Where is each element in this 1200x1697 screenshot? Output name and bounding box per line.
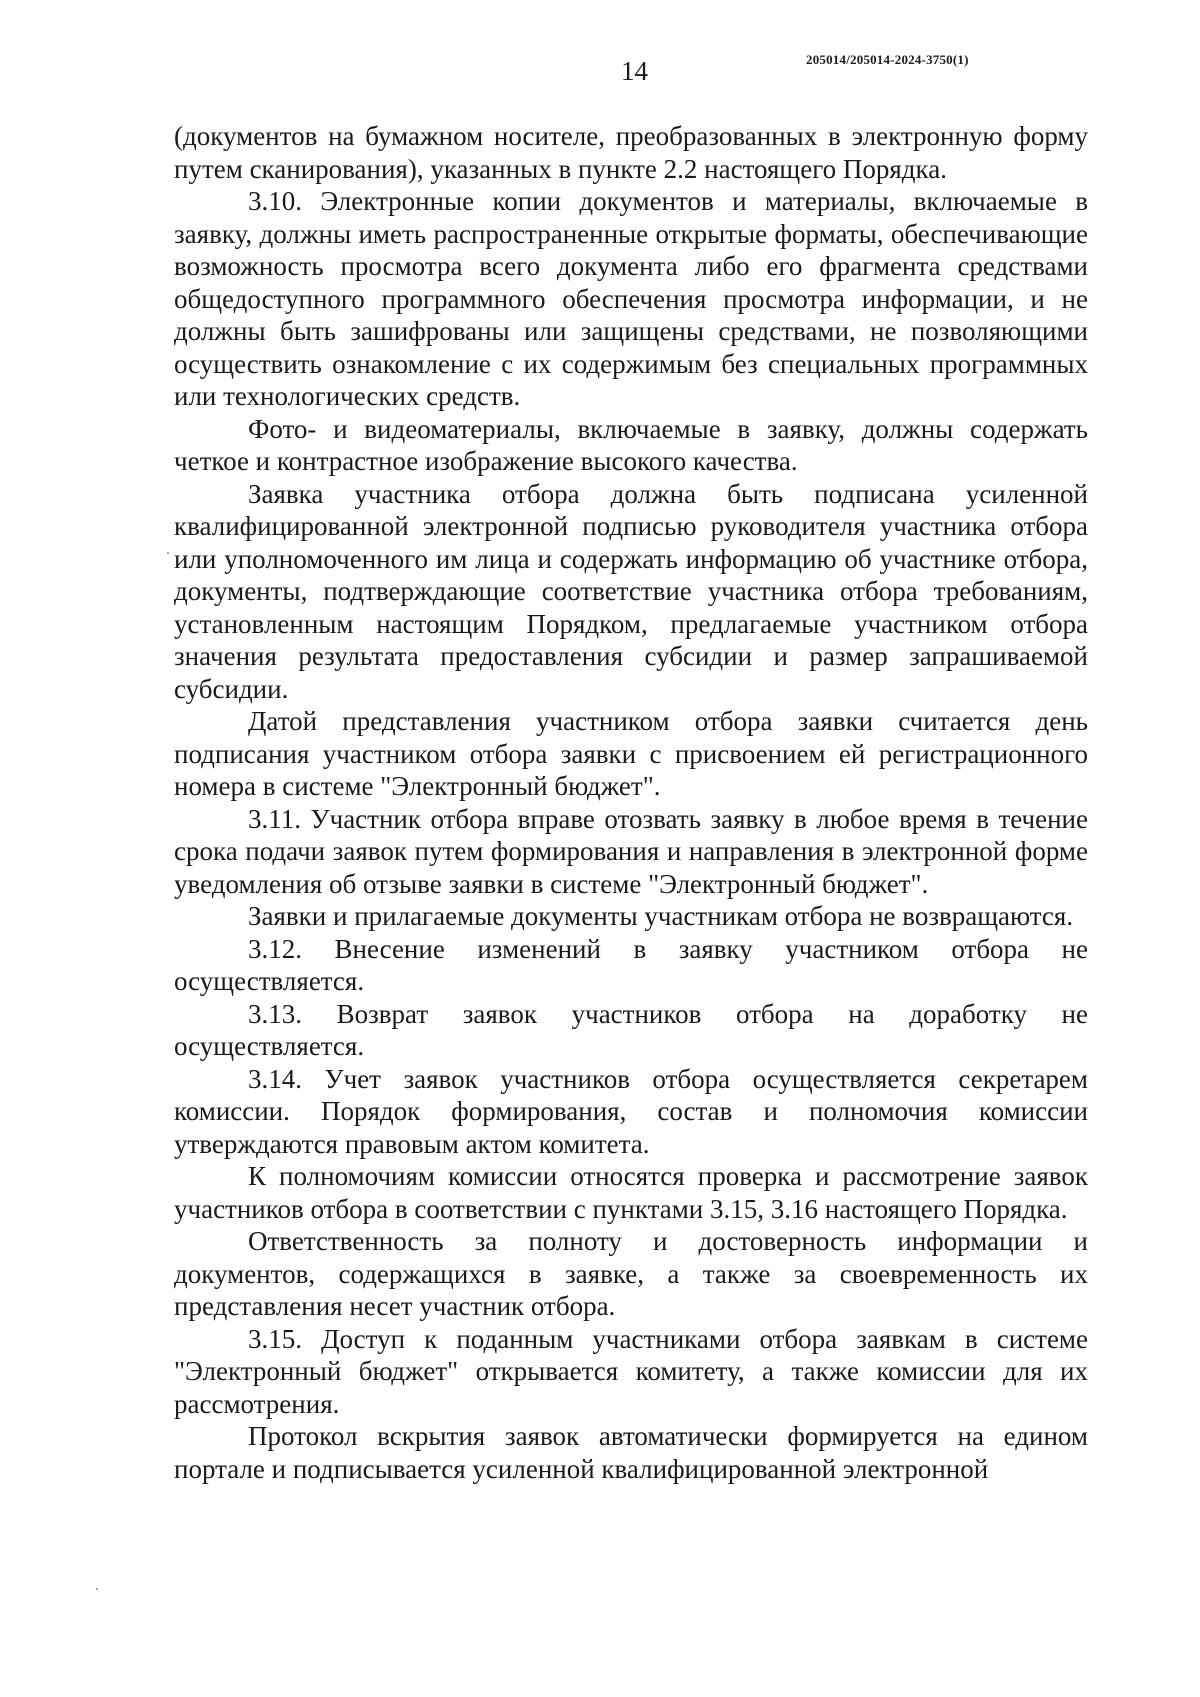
scan-speck <box>96 1588 98 1590</box>
paragraph-responsibility: Ответственность за полноту и достоверность информации и документов, содержащихся в заявке, а также за своевременность их представления несет участник отбора. <box>174 1226 1088 1321</box>
paragraph-3-10: 3.10. Электронные копии документов и материалы, включаемые в заявку, должны иметь распространенные открытые форматы, обеспечивающие возможность просмотра всего документа либо его фрагмента средствами общедоступного программного обеспечения просмотра информации, и не должны быть зашифрованы или защищены средствами, не позволяющими осуществить ознакомление с их содержимым без специальных программных или технологических средств. <box>174 186 1088 411</box>
scan-speck <box>167 552 169 554</box>
paragraph-opening-protocol: Протокол вскрытия заявок автоматически формируется на едином портале и подписывается усиленной квалифицированной электронной <box>174 1421 1088 1484</box>
paragraph-photo-video: Фото- и видеоматериалы, включаемые в заявку, должны содержать четкое и контрастное изображение высокого качества. <box>174 413 1088 476</box>
document-id: 205014/205014-2024-3750(1) <box>806 52 969 67</box>
document-body <box>174 120 1088 1485</box>
paragraph-submission-date: Датой представления участником отбора заявки считается день подписания участником отбора заявки с присвоением ей регистрационного номера в системе "Электронный бюджет". <box>174 706 1088 801</box>
paragraph-3-11: 3.11. Участник отбора вправе отозвать заявку в любое время в течение срока подачи заявок путем формирования и направления в электронной форме уведомления об отзыве заявки в системе "Электронный бюджет". <box>174 803 1088 899</box>
page-number: 14 <box>621 56 648 86</box>
paragraph-3-15: 3.15. Доступ к поданным участниками отбора заявкам в системе "Электронный бюджет" открывается комитету, а также комиссии для их рассмотрения. <box>174 1323 1088 1419</box>
paragraph-not-returned: Заявки и прилагаемые документы участникам отбора не возвращаются. <box>248 901 1074 931</box>
paragraph-application-signature: Заявка участника отбора должна быть подписана усиленной квалифицированной электронной подписью руководителя участника отбора или уполномоченного им лица и содержать информацию об участнике отбора, документы, подтверждающие соответствие участника отбора требованиям, установленным настоящим Порядком, предлагаемые участником отбора значения результата предоставления субсидии и размер запрашиваемой субсидии. <box>174 478 1088 704</box>
paragraph-commission-powers: К полномочиям комиссии относятся проверка и рассмотрение заявок участников отбора в соответствии с пунктами 3.15, 3.16 настоящего Порядка. <box>174 1161 1088 1224</box>
paragraph-3-13: 3.13. Возврат заявок участников отбора на доработку не осуществляется. <box>174 998 1088 1061</box>
paragraph-3-12: 3.12. Внесение изменений в заявку участником отбора не осуществляется. <box>174 933 1088 996</box>
paragraph-continuation: (документов на бумажном носителе, преобразованных в электронную форму путем сканирования), указанных в пункте 2.2 настоящего Порядка. <box>174 121 1088 184</box>
paragraph-3-14: 3.14. Учет заявок участников отбора осуществляется секретарем комиссии. Порядок формирования, состав и полномочия комиссии утверждаются правовым актом комитета. <box>174 1063 1088 1159</box>
